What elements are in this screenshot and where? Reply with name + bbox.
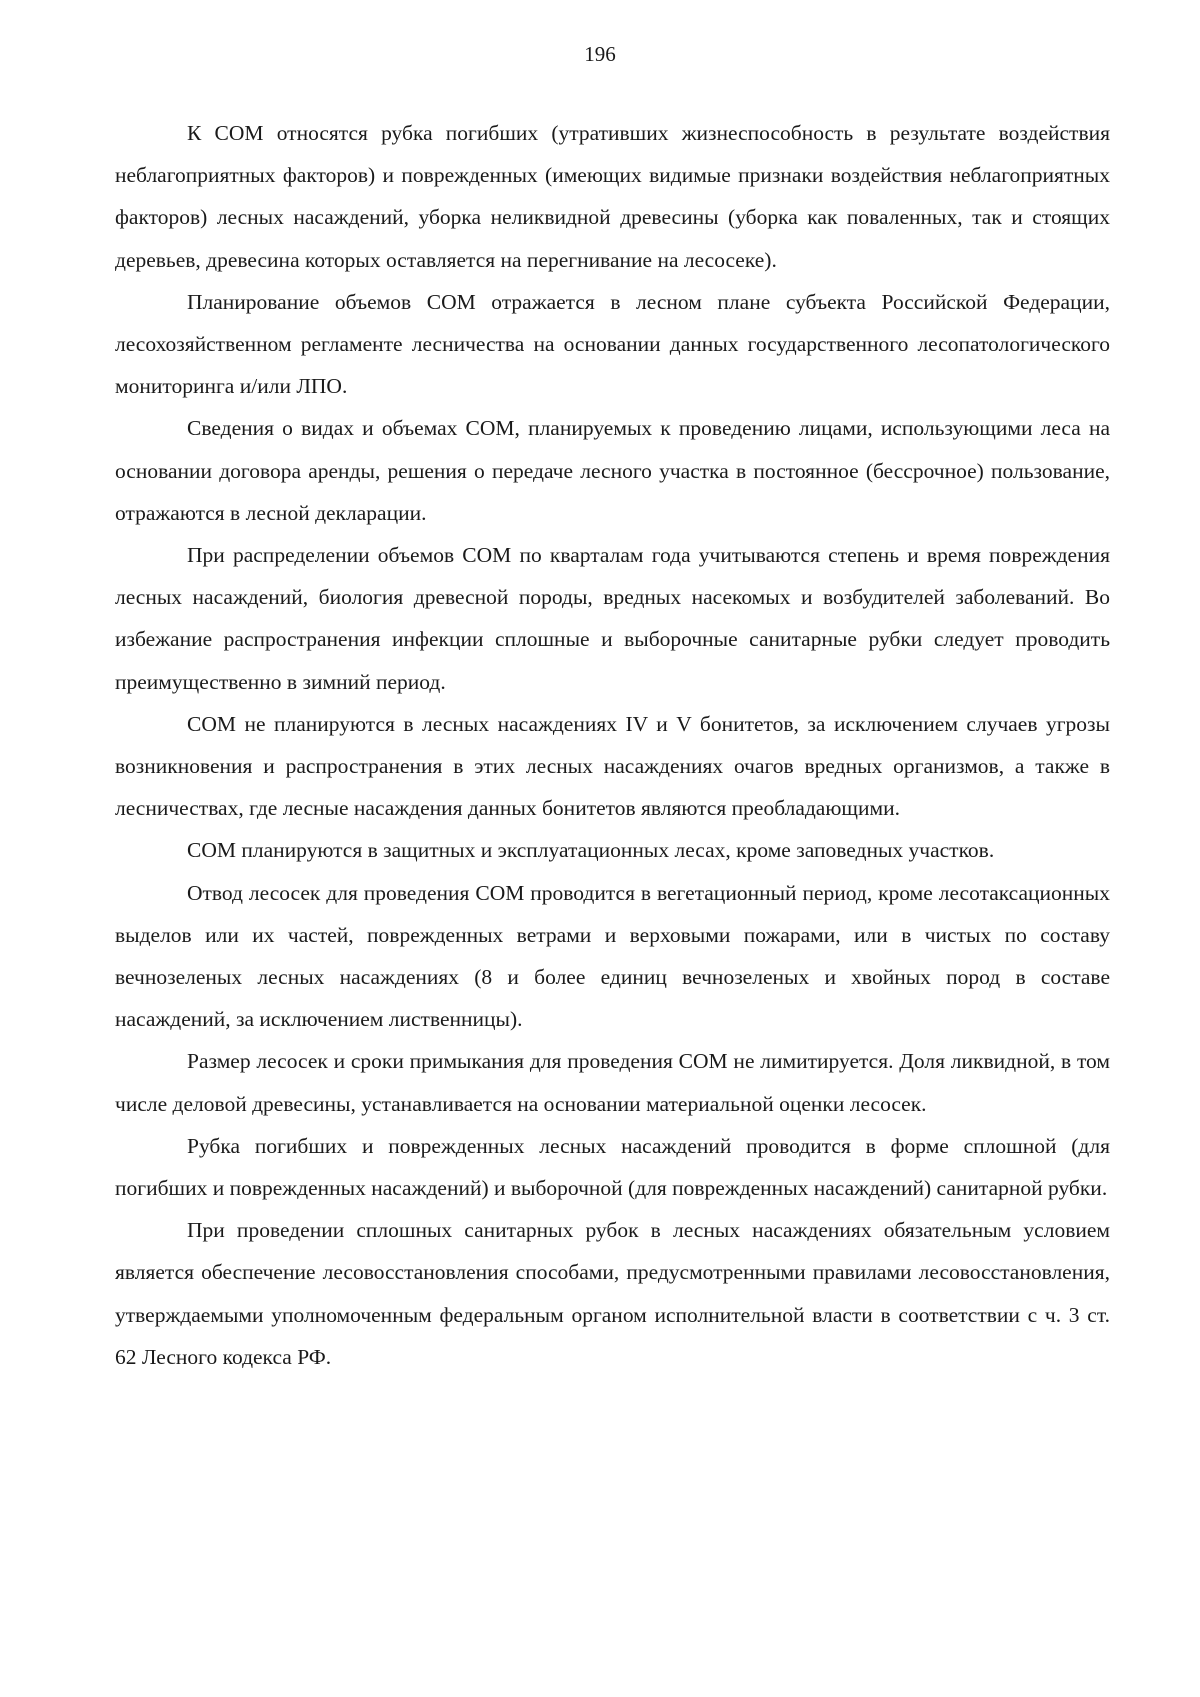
paragraph-10: При проведении сплошных санитарных рубок в лесных насаждениях обязательным условием является обеспечение лесовосстановления способами, предусмотренными правилами лесовосстановления, утверждаемыми уполномоченным федеральным органом исполнительной власти в соответствии с ч. 3 ст. 62 Лесного кодекса РФ. — [115, 1218, 1110, 1369]
paragraph-3: Сведения о видах и объемах СОМ, планируемых к проведению лицами, использующими леса на основании договора аренды, решения о передаче лесного участка в постоянное (бессрочное) пользование, отражаются в лесной декларации. — [115, 416, 1110, 525]
paragraph-9: Рубка погибших и поврежденных лесных насаждений проводится в форме сплошной (для погибших и поврежденных насаждений) и выборочной (для поврежденных насаждений) санитарной рубки. — [115, 1133, 1110, 1201]
page-number: 196 — [584, 42, 616, 66]
paragraph-1: К СОМ относятся рубка погибших (утративших жизнеспособность в результате воздействия неблагоприятных факторов) и поврежденных (имеющих видимые признаки воздействия неблагоприятных факторов) лесных насаждений, уборка неликвидной древесины (уборка как поваленных, так и стоящих деревьев, древесина которых оставляется на перегнивание на лесосеке). — [115, 121, 1110, 272]
paragraph-4: При распределении объемов СОМ по кварталам года учитываются степень и время повреждения лесных насаждений, биология древесной породы, вредных насекомых и возбудителей заболеваний. Во избежание распространения инфекции сплошные и выборочные санитарные рубки следует проводить преимущественно в зимний период. — [115, 543, 1110, 694]
paragraph-5: СОМ не планируются в лесных насаждениях IV и V бонитетов, за исключением случаев угрозы возникновения и распространения в этих лесных насаждениях очагов вредных организмов, а также в лесничествах, где лесные насаждения данных бонитетов являются преобладающими. — [115, 711, 1110, 821]
document-body — [115, 112, 1110, 1378]
paragraph-2: Планирование объемов СОМ отражается в лесном плане субъекта Российской Федерации, лесохозяйственном регламенте лесничества на основании данных государственного лесопатологического мониторинга и/или ЛПО. — [115, 289, 1110, 399]
paragraph-7: Отвод лесосек для проведения СОМ проводится в вегетационный период, кроме лесотаксационных выделов или их частей, поврежденных ветрами и верховыми пожарами, или в чистых по составу вечнозеленых лесных насаждениях (8 и более единиц вечнозеленых и хвойных пород в составе насаждений, за исключением лиственницы). — [115, 880, 1110, 1032]
paragraph-6: СОМ планируются в защитных и эксплуатационных лесах, кроме заповедных участков. — [187, 838, 995, 863]
paragraph-8: Размер лесосек и сроки примыкания для проведения СОМ не лимитируется. Доля ликвидной, в том числе деловой древесины, устанавливается на основании материальной оценки лесосек. — [115, 1049, 1110, 1116]
